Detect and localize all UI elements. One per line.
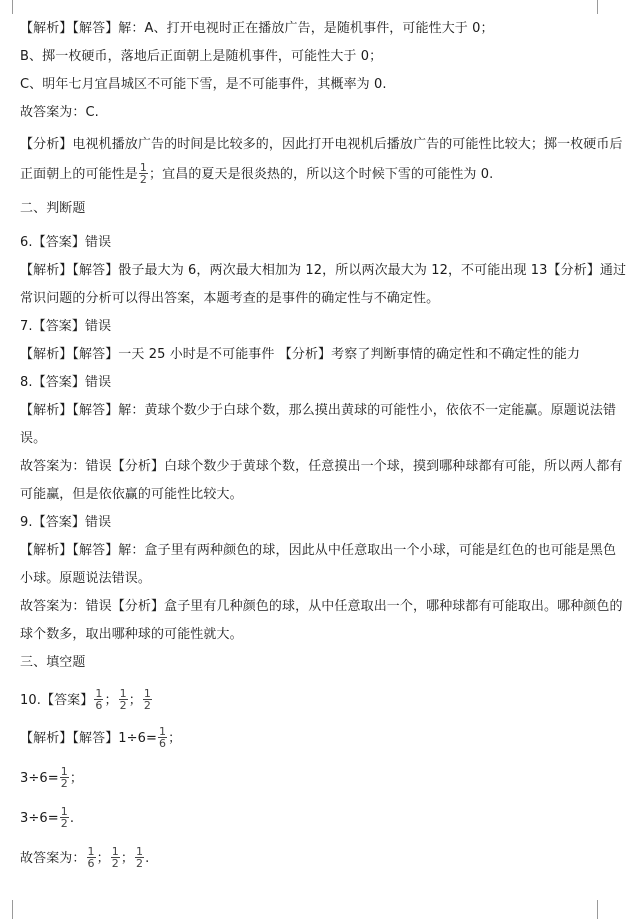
text-line: 【分析】电视机播放广告的时间是比较多的，因此打开电视机后播放广告的可能性比较大；掷一枚硬币后 <box>20 137 623 152</box>
text-line <box>20 766 604 792</box>
fraction-numerator: 1 <box>159 725 167 738</box>
answer-heading: 9.【答案】错误 <box>20 515 112 530</box>
separator: ； <box>96 851 110 866</box>
text-line: 小球。原题说法错误。 <box>20 571 152 586</box>
crop-mark-bottom-left <box>4 900 13 919</box>
text-line: 【解析】【解答】一天 25 小时是不可能事件 【分析】考察了判断事情的确定性和不确定性的能力 <box>20 347 581 362</box>
text-line: 可能赢，但是依依赢的可能性比较大。 <box>20 487 243 502</box>
separator: . <box>145 851 150 866</box>
crop-mark-top-right <box>597 0 606 14</box>
text-span: 【解析】【解答】1÷6= <box>20 731 158 746</box>
fraction-denominator: 2 <box>60 817 68 830</box>
text-line: 【解析】【解答】解：黄球个数少于白球个数，那么摸出黄球的可能性小，依依不一定能赢。原题说法错 <box>20 403 617 418</box>
text-span: ；宜昌的夏天是很炎热的，所以这个时候下雪的可能性为 0. <box>149 167 494 182</box>
fraction-numerator: 1 <box>119 687 127 700</box>
fraction-denominator: 2 <box>119 699 127 712</box>
text-span: 3÷6= <box>20 811 59 826</box>
fraction-numerator: 1 <box>95 687 103 700</box>
crop-mark-bottom-right <box>597 900 606 919</box>
fraction-numerator: 1 <box>111 845 119 858</box>
fraction <box>94 688 103 711</box>
fraction <box>111 846 120 869</box>
text-line: C、明年七月宜昌城区不可能下雪，是不可能事件，其概率为 0. <box>20 77 387 92</box>
fraction <box>139 162 148 185</box>
fraction-numerator: 1 <box>60 765 68 778</box>
separator: ； <box>69 771 83 786</box>
fraction-numerator: 1 <box>60 805 68 818</box>
answer-heading: 6.【答案】错误 <box>20 235 112 250</box>
text-line <box>20 806 604 832</box>
text-line: B、掷一枚硬币，落地后正面朝上是随机事件，可能性大于 0； <box>20 49 383 64</box>
text-span: 10.【答案】 <box>20 693 94 708</box>
separator: ； <box>120 851 134 866</box>
answer-heading: 8.【答案】错误 <box>20 375 112 390</box>
crop-mark-top-left <box>4 0 13 14</box>
fraction-denominator: 2 <box>135 857 144 870</box>
text-line: 【解析】【解答】骰子最大为 6，两次最大相加为 12，所以两次最大为 12，不可能出现 13【分析】通过 <box>20 263 627 278</box>
text-line: 故答案为：错误【分析】白球个数少于黄球个数，任意摸出一个球，摸到哪种球都有可能，所以两人都有 <box>20 459 623 474</box>
fraction <box>143 688 152 711</box>
fraction-numerator: 1 <box>135 845 144 858</box>
separator: . <box>69 811 75 826</box>
fraction-denominator: 2 <box>143 699 151 712</box>
fraction <box>60 806 69 829</box>
fraction-numerator: 1 <box>87 845 95 858</box>
text-line: 【解析】【解答】解：盒子里有两种颜色的球，因此从中任意取出一个小球，可能是红色的也可能是黑色 <box>20 543 617 558</box>
fraction-denominator: 6 <box>87 857 95 870</box>
fraction-numerator: 1 <box>143 687 151 700</box>
answer-heading <box>20 688 604 714</box>
text-span: 故答案为： <box>20 851 86 866</box>
fraction <box>135 846 144 869</box>
separator: ； <box>128 693 142 708</box>
fraction <box>158 726 167 749</box>
text-line <box>20 162 604 188</box>
fraction-numerator: 1 <box>139 161 148 174</box>
text-span: 正面朝上的可能性是 <box>20 167 138 182</box>
fraction <box>87 846 96 869</box>
text-line: 故答案为：错误【分析】盒子里有几种颜色的球，从中任意取出一个，哪种球都有可能取出。哪种颜色的 <box>20 599 623 614</box>
fraction-denominator: 6 <box>95 699 103 712</box>
text-line: 球个数多，取出哪种球的可能性就大。 <box>20 627 243 642</box>
answer-heading: 7.【答案】错误 <box>20 319 112 334</box>
separator: ； <box>104 693 118 708</box>
section-heading: 三、填空题 <box>20 655 86 670</box>
text-line <box>20 846 604 872</box>
text-line: 误。 <box>20 431 47 446</box>
fraction-denominator: 2 <box>139 173 148 186</box>
text-span: 3÷6= <box>20 771 59 786</box>
fraction-denominator: 2 <box>111 857 119 870</box>
fraction <box>60 766 69 789</box>
text-line: 故答案为：C. <box>20 105 99 120</box>
fraction-denominator: 6 <box>159 737 167 750</box>
fraction <box>119 688 128 711</box>
section-heading: 二、判断题 <box>20 201 86 216</box>
separator: ； <box>168 731 182 746</box>
fraction-denominator: 2 <box>60 777 68 790</box>
document-content <box>20 20 627 872</box>
text-line <box>20 726 604 752</box>
text-line: 常识问题的分析可以得出答案，本题考查的是事件的确定性与不确定性。 <box>20 291 440 306</box>
text-line: 【解析】【解答】解：A、打开电视时正在播放广告，是随机事件，可能性大于 0； <box>20 21 494 36</box>
